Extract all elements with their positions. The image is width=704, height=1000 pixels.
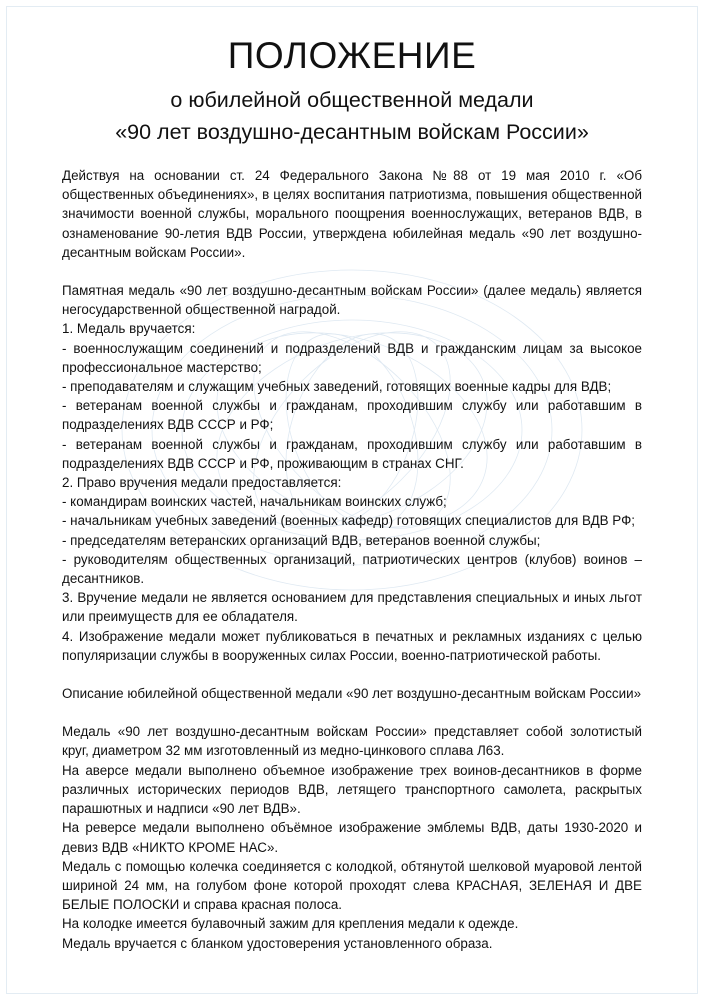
section1-item: - военнослужащим соединений и подразделений ВДВ и гражданским лицам за высокое профессиональное мастерство; — [62, 340, 642, 375]
section1-heading: 1. Медаль вручается: — [62, 321, 196, 337]
section2-item: - начальникам учебных заведений (военных кафедр) готовящих специалистов для ВДВ РФ; — [62, 513, 635, 529]
document-subtitle-line1: о юбилейной общественной медали — [170, 88, 534, 112]
description-paragraph: Медаль вручается с бланком удостоверения установленного образа. — [62, 935, 493, 951]
section3-paragraph: 3. Вручение медали не является основанием для представления специальных и иных льгот или преимуществ для ее обладателя. — [62, 590, 642, 625]
document-title: ПОЛОЖЕНИЕ — [227, 35, 477, 76]
description-paragraph: Медаль «90 лет воздушно-десантным войскам России» представляет собой золотистый круг, диаметром 32 мм изготовленный из медно-цинкового сплава Л63. — [62, 724, 642, 759]
intro-paragraph: Действуя на основании ст. 24 Федерального Закона №88 от 19 мая 2010 г. «Об общественных объединениях», в целях воспитания патриотизма, повышения общественной значимости военной службы, морального поощрения военнослужащих, ветеранов ВДВ, в ознаменование 90-летия ВДВ России, утверждена юбилейная медаль «90 лет воздушно-десантным войскам России». — [62, 168, 642, 260]
section1-item: - ветеранам военной службы и гражданам, проходившим службу или работавшим в подразделениях ВДВ СССР и РФ, проживающим в странах СНГ. — [62, 436, 642, 471]
section2-item: - руководителям общественных организаций, патриотических центров (клубов) воинов – десантников. — [62, 551, 642, 587]
section4-paragraph: 4. Изображение медали может публиковаться в печатных и рекламных изданиях с целью популяризации службы в вооруженных силах России, военно-патриотической работы. — [62, 628, 642, 663]
description-paragraph: На реверсе медали выполнено объёмное изображение эмблемы ВДВ, даты 1930-2020 и девиз ВДВ «НИКТО КРОМЕ НАС». — [62, 820, 642, 855]
section2-item: - председателям ветеранских организаций ВДВ, ветеранов военной службы; — [62, 532, 541, 548]
section1-item: - преподавателям и служащим учебных заведений, готовящих военные кадры для ВДВ; — [62, 379, 612, 395]
description-paragraph: На колодке имеется булавочный зажим для крепления медали к одежде. — [62, 916, 519, 932]
document-subtitle-line2: «90 лет воздушно-десантным войскам России» — [115, 120, 589, 144]
description-paragraph: Медаль с помощью колечка соединяется с колодкой, обтянутой шелковой муаровой лентой шириной 24 мм, на голубом фоне которой проходят слева КРАСНАЯ, ЗЕЛЕНАЯ И ДВЕ БЕЛЫЕ ПОЛОСКИ и справа красная полоса. — [62, 858, 642, 913]
section2-item: - командирам воинских частей, начальникам воинских служб; — [62, 494, 447, 510]
description-paragraph: На аверсе медали выполнено объемное изображение трех воинов-десантников в форме различных исторических периодов ВДВ, летящего транспортного самолета, раскрытых парашютных и надписи «90 лет ВДВ». — [62, 762, 642, 817]
description-title: Описание юбилейной общественной медали «90 лет воздушно-десантным войскам России» — [62, 686, 642, 702]
section2-heading: 2. Право вручения медали предоставляется: — [62, 475, 342, 491]
status-paragraph: Памятная медаль «90 лет воздушно-десантным войскам России» (далее медаль) является негосударственной общественной наградой. — [62, 283, 642, 318]
document-body — [62, 34, 642, 953]
section1-item: - ветеранам военной службы и гражданам, проходившим службу или работавшим в подразделениях ВДВ СССР и РФ; — [62, 398, 642, 433]
